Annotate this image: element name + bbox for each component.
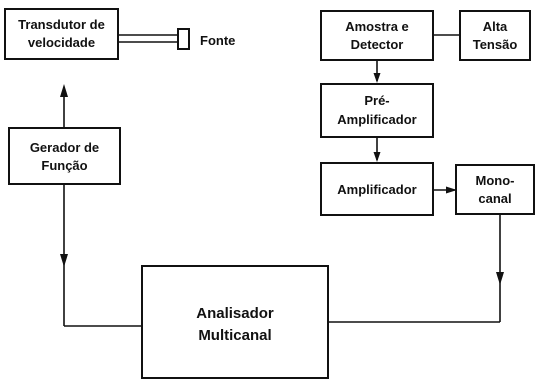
arrow-down-from-monocanal [496,272,504,285]
alta-tensao-label-line1: Alta [482,19,508,34]
arrow-down-to-preamp [374,73,381,83]
transdutor-label-line1: Transdutor de [18,17,105,32]
analisador-block [142,266,328,378]
transdutor-label-line2: velocidade [27,35,96,50]
amostra-label-line1: Amostra e [345,19,409,34]
monocanal-block [456,165,534,214]
fonte-source-block [178,29,189,49]
arrow-up-to-transdutor [60,84,68,97]
pre-amplificador-label-line1: Pré- [364,93,390,108]
gerador-label-line2: Função [41,158,88,173]
gerador-box [9,128,120,184]
monocanal-label-line1: Mono- [475,173,515,188]
monocanal-label-line2: canal [478,191,512,206]
arrow-down-to-analisador [60,254,68,267]
gerador-block [9,128,120,184]
gerador-label-line1: Gerador de [29,140,100,155]
pre-amplificador-label-line2: Amplificador [337,112,417,127]
alta-tensao-block [460,11,530,60]
analisador-label-line1: Analisador [196,305,274,322]
analisador-label-line2: Multicanal [198,327,272,344]
pre-amplificador-block [321,84,433,137]
pre-amplificador-box [321,84,433,137]
fonte-label: Fonte [200,33,236,48]
amplificador-label: Amplificador [337,182,417,197]
analisador-box [142,266,328,378]
amostra-label-line2: Detector [350,37,404,52]
arrowheads [60,73,504,285]
alta-tensao-label-line2: Tensão [472,37,518,52]
transdutor-block [5,9,118,59]
amostra-block [321,11,433,60]
amplificador-block [321,163,433,215]
arrow-down-to-amplificador [374,152,381,162]
